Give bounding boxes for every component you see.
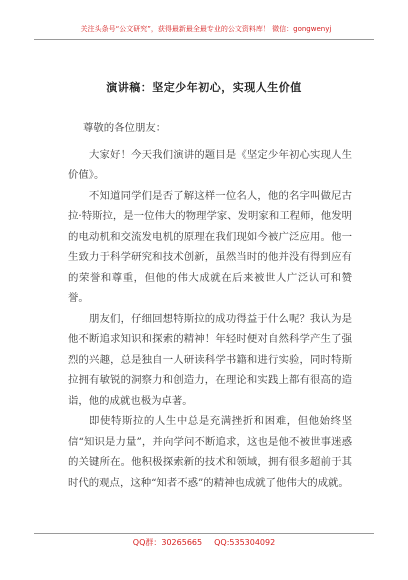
footer-qq-group: QQ群：30265665 [132, 538, 203, 547]
paragraph-3: 朋友们，仔细回想特斯拉的成功得益于什么呢？我认为是他不断追求知识和探索的精神！年轻时便对自然科学产生了强烈的兴趣，总是独自一人研读科学书籍和进行实验，同时特斯拉拥有敏锐的洞察力和创造力，在理论和实践上都有很高的造诣，他的成就也极为卓著。 [68, 312, 352, 407]
document-body [68, 118, 352, 493]
greeting: 尊敬的各位朋友： [83, 122, 167, 134]
footer-qq: QQ:535304092 [214, 538, 276, 547]
paragraph-4: 即使特斯拉的人生中总是充满挫折和困难，但他始终坚信“知识是力量”，并向学问不断追求，这也是他不被世事迷惑的关键所在。他积极探索新的技术和领域，拥有很多超前于其时代的观点，这种“知者不惑”的精神也成就了他伟大的成就。 [68, 415, 352, 489]
header-divider [34, 39, 374, 40]
footer-contact [0, 537, 408, 548]
footer-divider [34, 533, 374, 534]
paragraph-1: 大家好！今天我们演讲的题目是《坚定少年初心实现人生价值》。 [68, 148, 352, 181]
document-title: 演讲稿：坚定少年初心，实现人生价值 [106, 81, 302, 94]
header-promo-note: 关注头条号“公文研究”，获得最新最全最专业的公文资料库！ 微信：gongwenyj [80, 25, 332, 33]
paragraph-2: 不知道同学们是否了解这样一位名人，他的名字叫做尼古拉·特斯拉，是一位伟大的物理学家、发明家和工程师，他发明的电动机和交流发电机的原理在我们现如今被广泛应用。他一生致力于科学研究和技术创新，虽然当时的他并没有得到应有的荣誉和尊重，但他的伟大成就在后来被世人广泛认可和赞誉。 [68, 189, 352, 304]
